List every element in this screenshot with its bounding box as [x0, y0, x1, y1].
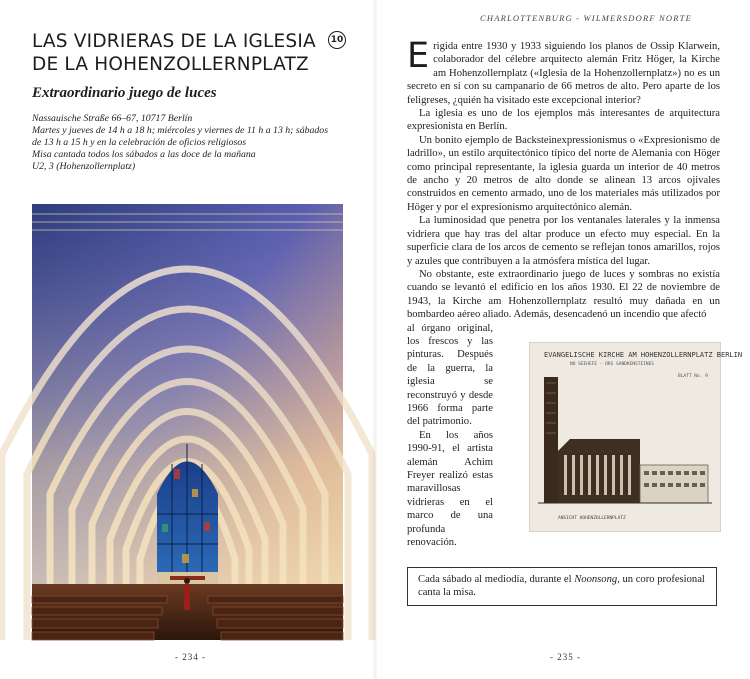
page-number-left: - 234 -: [175, 652, 206, 662]
church-interior-photo: [32, 204, 343, 640]
paragraph-4: La luminosidad que penetra por los ventanales laterales y la inmensa vidriera que hay tras del altar produce un efecto muy especial. En la superficie clara de los arcos de cemento se reflejan tonos amarillos, rojos y azules que contribuyen a la atmósfera mística del lugar.: [407, 215, 720, 267]
paragraph-1: [407, 36, 720, 107]
right-page: [375, 0, 750, 679]
paragraph-5: No obstante, este extraordinario juego de luces y sombras no existía cuando se levantó el edificio en los años 1930. El 22 de noviembre de 1943, la Kirche am Hohenzollernplatz resultó muy dañada en un bombardeo aéreo aliado. Además, desencadenó un incendio que afectó: [407, 268, 720, 321]
drawing-subheader: NO SEEHEFE - DRS SANDKENSTEINES: [570, 362, 654, 367]
paragraph-3: Un bonito ejemplo de Backsteinexpressionismus o «Expresionismo de ladrillo», un estilo arquitectónico típico del norte de Alemania con Höger como principal representante, la iglesia guarda un interior de 40 metros de ancho y 20 metros de alto donde se alinean 13 arcos ojivales construidos en cemento armado, uno de los materiales más utilizados por Höger y por el expresionismo arquitectónico alemán.: [407, 134, 720, 213]
drawing-header: EVANGELISCHE KIRCHE AM HOHENZOLLERNPLATZ BERLIN: [544, 351, 743, 359]
chapter-title: LAS VIDRIERAS DE LA IGLESIA DE LA HOHENZOLLERNPLATZ: [32, 31, 316, 75]
chapter-subtitle: Extraordinario juego de luces: [32, 85, 217, 101]
transport-line: U2, 3 (Hohenzollernplatz): [32, 161, 136, 172]
church-interior-illustration: [32, 204, 343, 640]
drawing-caption: ANSICHT HOHENZOLLERNPLATZ: [558, 516, 626, 521]
paragraph-6: En los años 1990-91, el artista alemán Achim Freyer realizó estas maravillosas vidrieras en el marco de una profunda renovación.: [407, 429, 493, 549]
mass-info-line: Misa cantada todos los sábados a las doce de la mañana: [32, 149, 256, 160]
paragraph-2: La iglesia es uno de los ejemplos más interesantes de arquitectura expresionista en Berlín.: [407, 108, 720, 133]
architectural-drawing: [530, 343, 743, 531]
callout-text-end: , un coro profesional canta la misa.: [418, 574, 705, 599]
paragraph-5-continued: al órgano original, los frescos y las pinturas. Después de la guerra, la iglesia se reconstruyó y desde 1966 forma parte del patrimonio.: [407, 322, 493, 428]
running-head: CHARLOTTENBURG - WILMERSDORF NORTE: [480, 13, 692, 23]
visitor-info: [32, 113, 337, 173]
drop-cap: E: [407, 36, 430, 76]
address-line: Nassauische Straße 66–67, 10717 Berlín: [32, 113, 193, 124]
page-number-right: - 235 -: [550, 652, 581, 662]
paragraph-1-text: rigida entre 1930 y 1933 siguiendo los planos de Ossip Klarwein, colaborador del célebre arquitecto alemán Fritz Höger, la Kirche am Hohenzollernplatz («Iglesia de la Hohenzollernplatz») no es un secreto en sí con su campanario de 66 metros de alto. Pero aparte de los feligreses, ¿quién ha visitado este excepcional interior?: [407, 41, 720, 106]
noonsong-callout: [407, 567, 717, 606]
callout-italic: Noonsong: [574, 574, 618, 585]
church-elevation-illustration: [530, 343, 743, 531]
callout-text-start: Cada sábado al mediodía, durante el: [418, 574, 575, 585]
chapter-number-badge: 10: [328, 31, 346, 49]
opening-hours-line: Martes y jueves de 14 h a 18 h; miércoles y viernes de 11 h a 13 h; sábados de 13 h a 15 h y en la celebración de oficios religiosos: [32, 125, 329, 148]
drawing-sheet-number: BLATT No. 9: [678, 374, 708, 379]
